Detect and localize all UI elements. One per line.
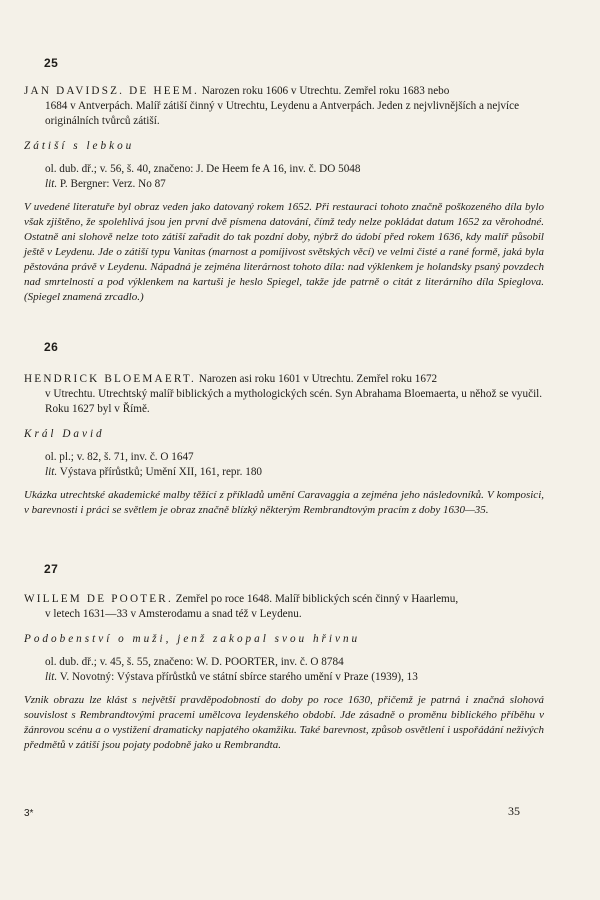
literature-label: lit.: [45, 178, 58, 190]
artwork-metadata: [45, 162, 544, 192]
bio-continuation: 1684 v Antverpách. Malíř zátiší činný v Utrechtu, Leydenu a Antverpách. Jeden z nejvlivnějších a nejvíce originálních tvůrců zátiší.: [45, 100, 520, 127]
artwork-metadata: [45, 655, 544, 685]
artwork-title: Král David: [24, 428, 105, 440]
technical-details: ol. dub. dř.; v. 45, š. 55, značeno: W. D. POORTER, inv. č. O 8784: [45, 656, 344, 668]
catalogue-entry: [24, 592, 544, 753]
artist-name: JAN DAVIDSZ. DE HEEM.: [24, 85, 199, 97]
literature-reference: P. Bergner: Verz. No 87: [59, 178, 166, 190]
catalogue-entry: [24, 84, 544, 305]
catalogue-entry: [24, 372, 544, 518]
artist-bio: [24, 592, 544, 622]
literature-label: lit.: [45, 671, 58, 683]
bio-first-line: Narozen asi roku 1601 v Utrechtu. Zemřel roku 1672: [198, 373, 438, 385]
artwork-metadata: [45, 450, 544, 480]
technical-details: ol. pl.; v. 82, š. 71, inv. č. O 1647: [45, 451, 194, 463]
entry-number: 26: [44, 340, 59, 354]
commentary-text: V uvedené literatuře byl obraz veden jako datovaný rokem 1652. Při restauraci tohoto značně poškozeného díla bylo však zjištěno, že spolehlivá jsou jen první dvě písmena datování, čímž tedy nelze pokládat datum 1652 za věrohodné. Ostatně ani slohově nelze toto zátiší zařadit do tak pozdní doby, nýbrž do údobí před rokem 1636, kdy malíř působil ještě v Leydenu. Jde o zátiší typu Vanitas (marnost a pomíjivost světských věcí) ve velmi čisté a rané formě, jaká byla pěstována právě v Leydenu. Nápadná je zejména literárnost tohoto díla: nad výklenkem je holandsky psaný povzdech nad smrtelností a pod výklenkem na kartuši je heslo Spiegel, takže jde patrně o citát z literárního díla Spieglova. (Spiegel znamená zrcadlo.): [24, 201, 544, 303]
commentary-text: Vznik obrazu lze klást s největší pravděpodobností do doby po roce 1630, přičemž je patrná i značná slohová souvislost s Rembrandtovými pracemi umělcova leydenského období. Jde zásadně o proměnu biblického příběhu v žánrovou scénu a o vystižení dramaticky napjatého okamžiku. Také barevnost, způsob osvětlení i uspořádání neživých předmětů v zátiší jsou pojaty podobně jako u Rembrandta.: [24, 694, 544, 751]
artist-name: HENDRICK BLOEMAERT.: [24, 373, 197, 385]
bio-continuation: v Utrechtu. Utrechtský malíř biblických a mythologických scén. Syn Abrahama Bloemaerta, u něhož se vyučil. Roku 1627 byl v Římě.: [45, 388, 543, 415]
entry-number: 27: [44, 562, 59, 576]
bio-first-line: Narozen roku 1606 v Utrechtu. Zemřel roku 1683 nebo: [201, 85, 450, 97]
artist-bio: [24, 372, 544, 417]
artist-name: WILLEM DE POOTER.: [24, 593, 173, 605]
artist-bio: [24, 84, 544, 129]
bio-first-line: Zemřel po roce 1648. Malíř biblických scén činný v Haarlemu,: [175, 593, 459, 605]
technical-details: ol. dub. dř.; v. 56, š. 40, značeno: J. De Heem fe A 16, inv. č. DO 5048: [45, 163, 361, 175]
artwork-title: Podobenství o muži, jenž zakopal svou hřivnu: [24, 633, 361, 645]
page-number: 35: [508, 804, 520, 818]
literature-label: lit.: [45, 466, 58, 478]
literature-reference: Výstava přírůstků; Umění XII, 161, repr. 180: [59, 466, 263, 478]
entry-number: 25: [44, 56, 59, 70]
literature-reference: V. Novotný: Výstava přírůstků ve státní sbírce starého umění v Praze (1939), 13: [59, 671, 418, 683]
commentary-text: Ukázka utrechtské akademické malby těžící z příkladů umění Caravaggia a zejména jeho následovníků. V komposici, v barevnosti i práci se světlem je obraz značně blízký některým Rembrandtovým pracím z doby 1630—35.: [24, 489, 544, 516]
artwork-title: Zátiší s lebkou: [24, 140, 135, 152]
printer-signature-mark: 3*: [24, 808, 34, 819]
bio-continuation: v letech 1631—33 v Amsterodamu a snad též v Leydenu.: [45, 608, 302, 620]
